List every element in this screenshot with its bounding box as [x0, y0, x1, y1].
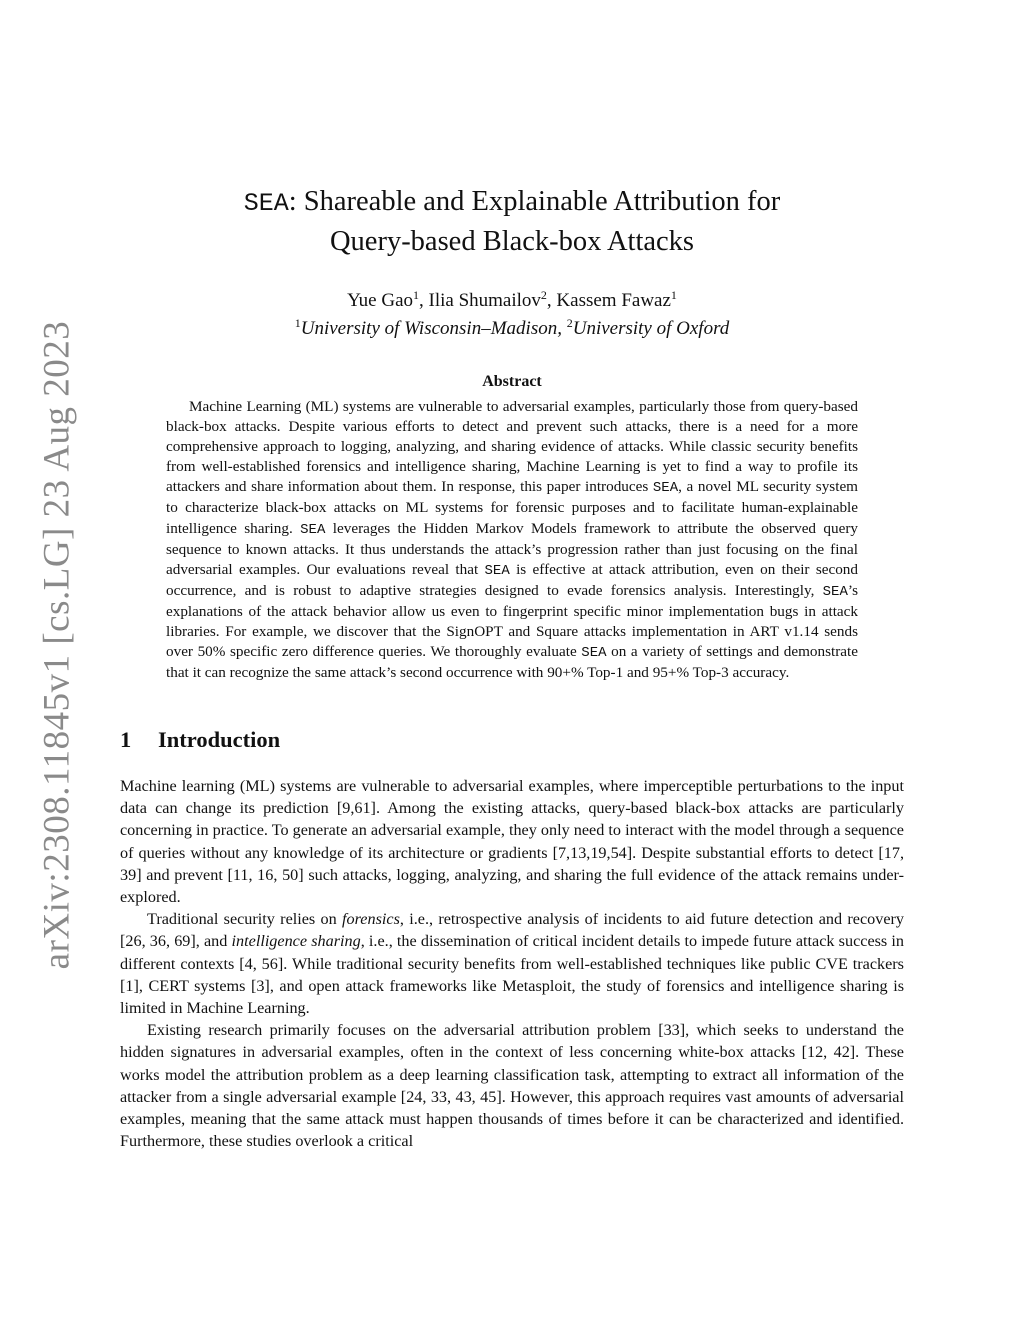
abstract-segment: , a novel ML security system to characterize black-box attacks on ML systems for forensic purposes and to facilitate human-explainable intelligence sharing. — [166, 478, 858, 537]
system-name: SEA — [652, 480, 679, 497]
affiliation-marker: 1 — [670, 288, 677, 302]
paragraph: Machine learning (ML) systems are vulnerable to adversarial examples, where imperceptible perturbations to the input data can change its prediction [9,61]. Among the existing attacks, query-based black-box attacks are particularly concerning in practice. To generate an adversarial example, they only need to interact with the model through a sequence of queries without any knowledge of its architecture or gradients [7,13,19,54]. Despite substantial efforts to detect [17, 39] and prevent [11, 16, 50] such attacks, logging, analyzing, and sharing the full evidence of the attack remains under-explored. — [120, 777, 904, 907]
paragraph-segment: , i.e., the dissemination of critical incident details to impede future attack success in different contexts [4, 56]. While traditional security benefits from well-established techniques like public CVE trackers [1], CERT systems [3], and open attack frameworks like Metasploit, the study of forensics and intelligence sharing is limited in Machine Learning. — [120, 932, 904, 1018]
abstract-text — [166, 397, 858, 683]
author-name: Yue Gao — [347, 290, 414, 311]
system-name: SEA — [581, 645, 607, 662]
paragraph-segment: Traditional security relies on — [147, 910, 343, 929]
system-name: SEA — [300, 521, 326, 538]
affiliation-marker: 1 — [413, 288, 420, 302]
system-name: SEA — [822, 583, 848, 600]
affiliation-name: University of Wisconsin–Madison — [300, 318, 558, 339]
affiliation-marker: 2 — [566, 316, 573, 330]
affiliation-marker: 2 — [540, 288, 547, 302]
abstract-segment: on a variety of settings and demonstrate that it can recognize the same attack’s second occurrence with 90+% Top-1 and 95+% Top-3 accuracy. — [166, 643, 858, 682]
abstract-segment: leverages the Hidden Markov Models framework to attribute the observed query sequence to known attacks. It thus understands the attack’s progression rather than just focusing on the final adversarial examples. Our evaluations reveal that — [166, 519, 859, 578]
abstract-heading: Abstract — [482, 373, 542, 390]
title-line1: : Shareable and Explainable Attribution for — [288, 186, 781, 217]
abstract-segment: Machine Learning (ML) systems are vulnerable to adversarial examples, particularly those from query-based black-box attacks. Despite various efforts to detect and prevent such attacks, there is a need for a more comprehensive approach to logging, analyzing, and sharing evidence of attacks. While classic security benefits from well-established forensics and intelligence sharing, Machine Learning is yet to find a way to profile its attackers and share information about them. In response, this paper introduces — [166, 398, 858, 496]
affiliation-separator: , — [557, 318, 567, 339]
paper-title — [0, 183, 1024, 261]
author-name: , Ilia Shumailov — [419, 290, 541, 311]
system-name: SEA — [484, 562, 510, 579]
paragraph-segment: , i.e., retrospective analysis of incidents to aid future detection and recovery [26, 36, 69], and — [120, 910, 904, 951]
abstract-segment: is effective at attack attribution, even on their second occurrence, and is robust to adaptive strategies designed to evade forensics analysis. Interestingly, — [166, 560, 858, 599]
title-system-name: SEA — [243, 189, 289, 218]
emphasis: intelligence sharing — [231, 932, 361, 951]
section-title: Introduction — [158, 727, 281, 752]
introduction-body — [120, 775, 904, 1152]
title-line2: Query-based Black-box Attacks — [329, 226, 695, 257]
paragraph: Existing research primarily focuses on the adversarial attribution problem [33], which seeks to understand the hidden signatures in adversarial examples, often in the context of less concerning white-box attacks [12, 42]. These works model the attribution problem as a deep learning classification task, attempting to extract all information of the attacker from a single adversarial example [24, 33, 43, 45]. However, this approach requires vast amounts of adversarial examples, meaning that the same attack must happen thousands of times before it can be characterized and identified. Furthermore, these studies overlook a critical — [120, 1021, 904, 1151]
section-number: 1 — [120, 727, 132, 752]
abstract-segment: ’s explanations of the attack behavior allow us even to fingerprint specific minor implementation bugs in attack libraries. For example, we discover that the SignOPT and Square attacks implementation in ART v1.14 sends over 50% specific zero difference queries. We thoroughly evaluate — [166, 581, 858, 661]
section-heading-introduction — [120, 727, 280, 753]
arxiv-identifier: arXiv:2308.11845v1 [cs.LG] 23 Aug 2023 — [36, 320, 78, 970]
affiliation-marker: 1 — [294, 316, 301, 330]
affiliation-list — [0, 310, 1024, 342]
author-name: , Kassem Fawaz — [546, 290, 671, 311]
emphasis: forensics — [342, 910, 400, 929]
affiliation-name: University of Oxford — [572, 318, 730, 339]
paragraph — [120, 908, 904, 1019]
